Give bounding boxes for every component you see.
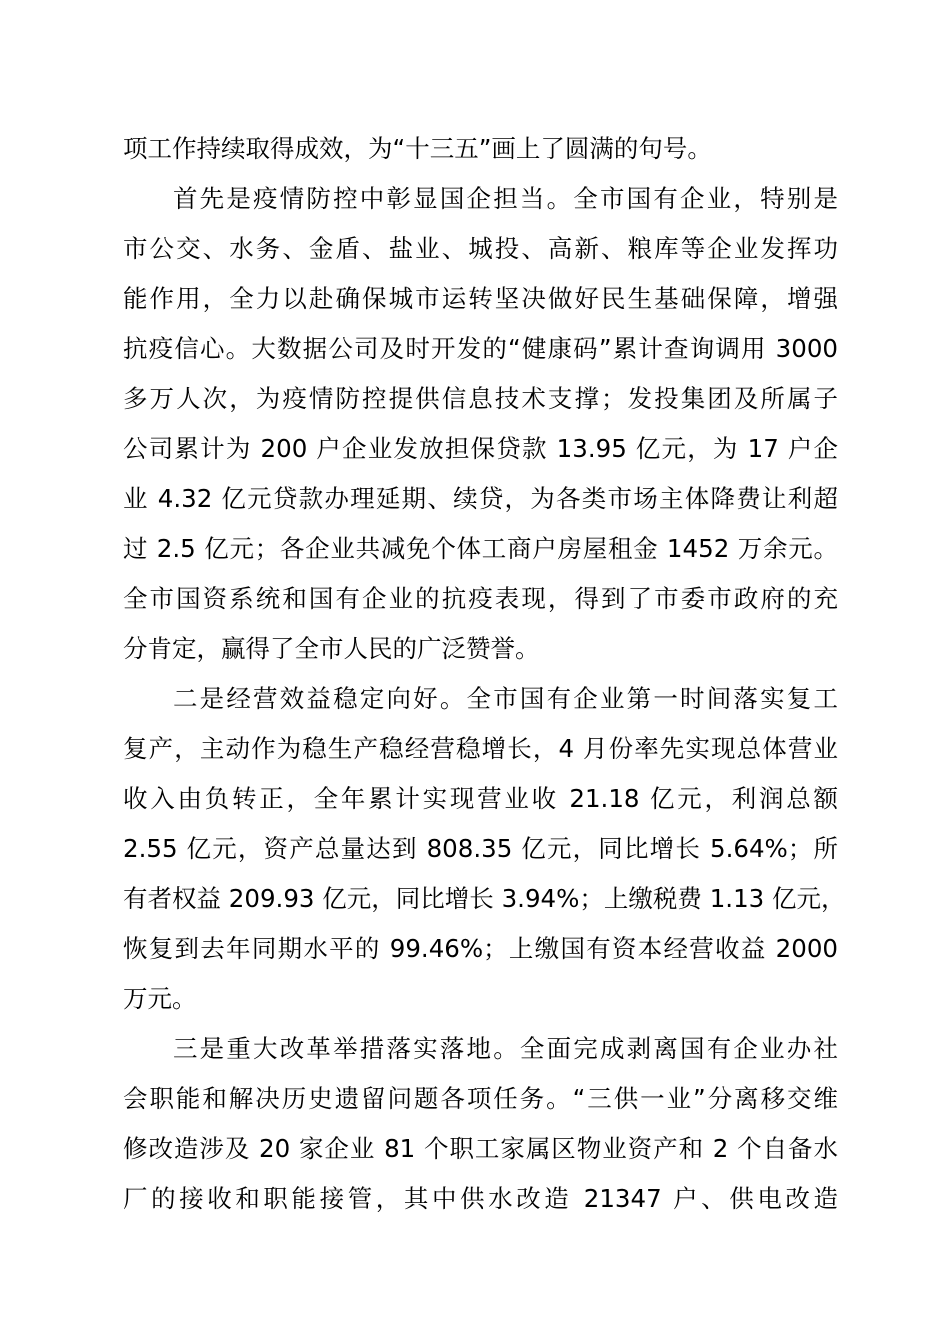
paragraph-start-line: 三是重大改革举措落实落地。全面完成剥离国有企业办社 bbox=[173, 1034, 838, 1063]
body-text bbox=[123, 124, 846, 1224]
text-line: 复产，主动作为稳生产稳经营稳增长，4 月份率先实现总体营业 bbox=[123, 734, 838, 763]
paragraph-start-line: 首先是疫情防控中彰显国企担当。全市国有企业，特别是 bbox=[173, 184, 838, 213]
text-line: 万元。 bbox=[123, 984, 197, 1013]
text-line: 业 4.32 亿元贷款办理延期、续贷，为各类市场主体降费让利超 bbox=[123, 484, 838, 513]
text-line: 项工作持续取得成效，为“十三五”画上了圆满的句号。 bbox=[123, 134, 712, 163]
text-line: 收入由负转正，全年累计实现营业收 21.18 亿元，利润总额 bbox=[123, 784, 838, 813]
text-line: 市公交、水务、金盾、盐业、城投、高新、粮库等企业发挥功 bbox=[123, 234, 838, 263]
text-line: 公司累计为 200 户企业发放担保贷款 13.95 亿元，为 17 户企 bbox=[123, 434, 838, 463]
text-line: 多万人次，为疫情防控提供信息技术支撑；发投集团及所属子 bbox=[123, 384, 838, 413]
text-line: 2.55 亿元，资产总量达到 808.35 亿元，同比增长 5.64%；所 bbox=[123, 834, 838, 863]
text-line: 恢复到去年同期水平的 99.46%；上缴国有资本经营收益 2000 bbox=[123, 934, 838, 963]
text-line: 全市国资系统和国有企业的抗疫表现，得到了市委市政府的充 bbox=[123, 584, 838, 613]
text-line: 有者权益 209.93 亿元，同比增长 3.94%；上缴税费 1.13 亿元， bbox=[123, 884, 846, 913]
text-line: 能作用，全力以赴确保城市运转坚决做好民生基础保障，增强 bbox=[123, 284, 838, 313]
text-line: 修改造涉及 20 家企业 81 个职工家属区物业资产和 2 个自备水 bbox=[123, 1134, 838, 1163]
text-line: 分肯定，赢得了全市人民的广泛赞誉。 bbox=[123, 634, 540, 663]
text-line: 抗疫信心。大数据公司及时开发的“健康码”累计查询调用 3000 bbox=[123, 334, 838, 363]
paragraph-start-line: 二是经营效益稳定向好。全市国有企业第一时间落实复工 bbox=[173, 684, 838, 713]
text-line: 厂的接收和职能接管，其中供水改造 21347 户、供电改造 bbox=[123, 1184, 838, 1213]
text-line: 过 2.5 亿元；各企业共减免个体工商户房屋租金 1452 万余元。 bbox=[123, 534, 838, 563]
text-line: 会职能和解决历史遗留问题各项任务。“三供一业”分离移交维 bbox=[123, 1084, 838, 1113]
